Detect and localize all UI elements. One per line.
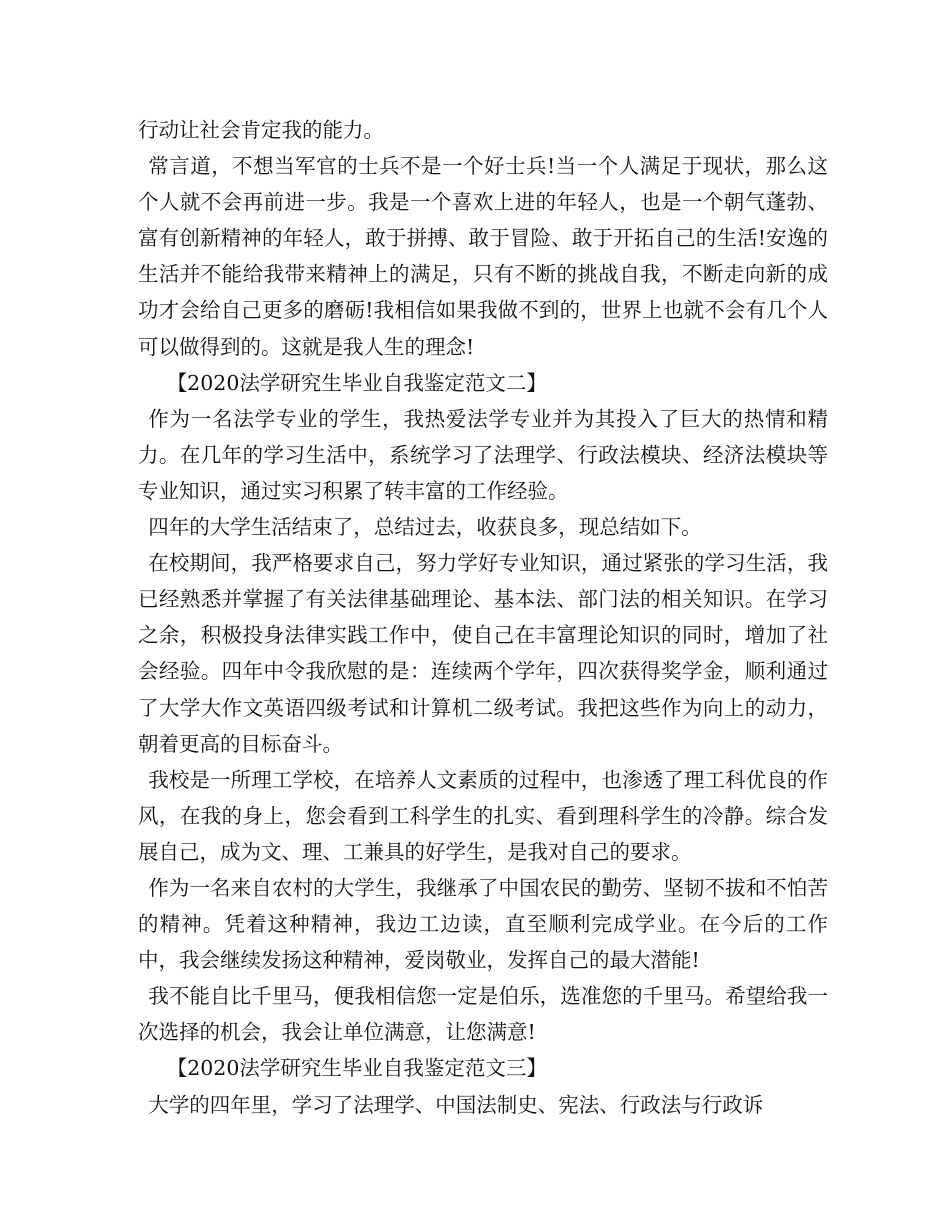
paragraph-closing-request: 我不能自比千里马，便我相信您一定是伯乐，选准您的千里马。希望给我一次选择的机会，我会让单位满意，让您满意! [138,984,828,1045]
section-heading-sample-three: 【2020法学研究生毕业自我鉴定范文三】 [166,1056,547,1081]
section-heading-sample-two: 【2020法学研究生毕业自我鉴定范文二】 [166,370,547,395]
paragraph-rural-spirit: 作为一名来自农村的大学生，我继承了中国农民的勤劳、坚韧不拔和不怕苦的精神。凭着这种精神，我边工边读，直至顺利完成学业。在今后的工作中，我会继续发扬这种精神，爱岗敬业，发挥自己的最大潜能! [138,875,828,973]
paragraph-school-character: 我校是一所理工学校，在培养人文素质的过程中，也渗透了理工科优良的作风，在我的身上，您会看到工科学生的扎实、看到理科学生的冷静。综合发展自己，成为文、理、工兼具的好学生，是我对自己的要求。 [138,767,828,864]
document-body [138,112,828,1123]
paragraph-study-achievements: 在校期间，我严格要求自己，努力学好专业知识，通过紧张的学习生活，我已经熟悉并掌握了有关法律基础理论、基本法、部门法的相关知识。在学习之余，积极投身法律实践工作中，使自己在丰富理论知识的同时，增加了社会经验。四年中令我欣慰的是：连续两个学年，四次获得奖学金，顺利通过了大学大作文英语四级考试和计算机二级考试。我把这些作为向上的动力，朝着更高的目标奋斗。 [138,551,828,756]
paragraph-four-years: 大学的四年里，学习了法理学、中国法制史、宪法、行政法与行政诉 [148,1092,764,1117]
paragraph-continuation: 行动让社会肯定我的能力。 [138,118,384,142]
paragraph-summary-intro: 四年的大学生活结束了，总结过去，收获良多，现总结如下。 [148,515,702,540]
paragraph-ideal: 常言道，不想当军官的士兵不是一个好士兵!当一个人满足于现状，那么这个人就不会再前进一步。我是一个喜欢上进的年轻人，也是一个朝气蓬勃、富有创新精神的年轻人，敢于拼搏、敢于冒险、敢于开拓自己的生活!安逸的生活并不能给我带来精神上的满足，只有不断的挑战自我，不断走向新的成功才会给自己更多的磨砺!我相信如果我做不到的，世界上也就不会有几个人可以做得到的。这就是我人生的理念! [138,154,828,359]
paragraph-major-intro: 作为一名法学专业的学生，我热爱法学专业并为其投入了巨大的热情和精力。在几年的学习生活中，系统学习了法理学、行政法模块、经济法模块等专业知识，通过实习积累了转丰富的工作经验。 [138,406,828,503]
